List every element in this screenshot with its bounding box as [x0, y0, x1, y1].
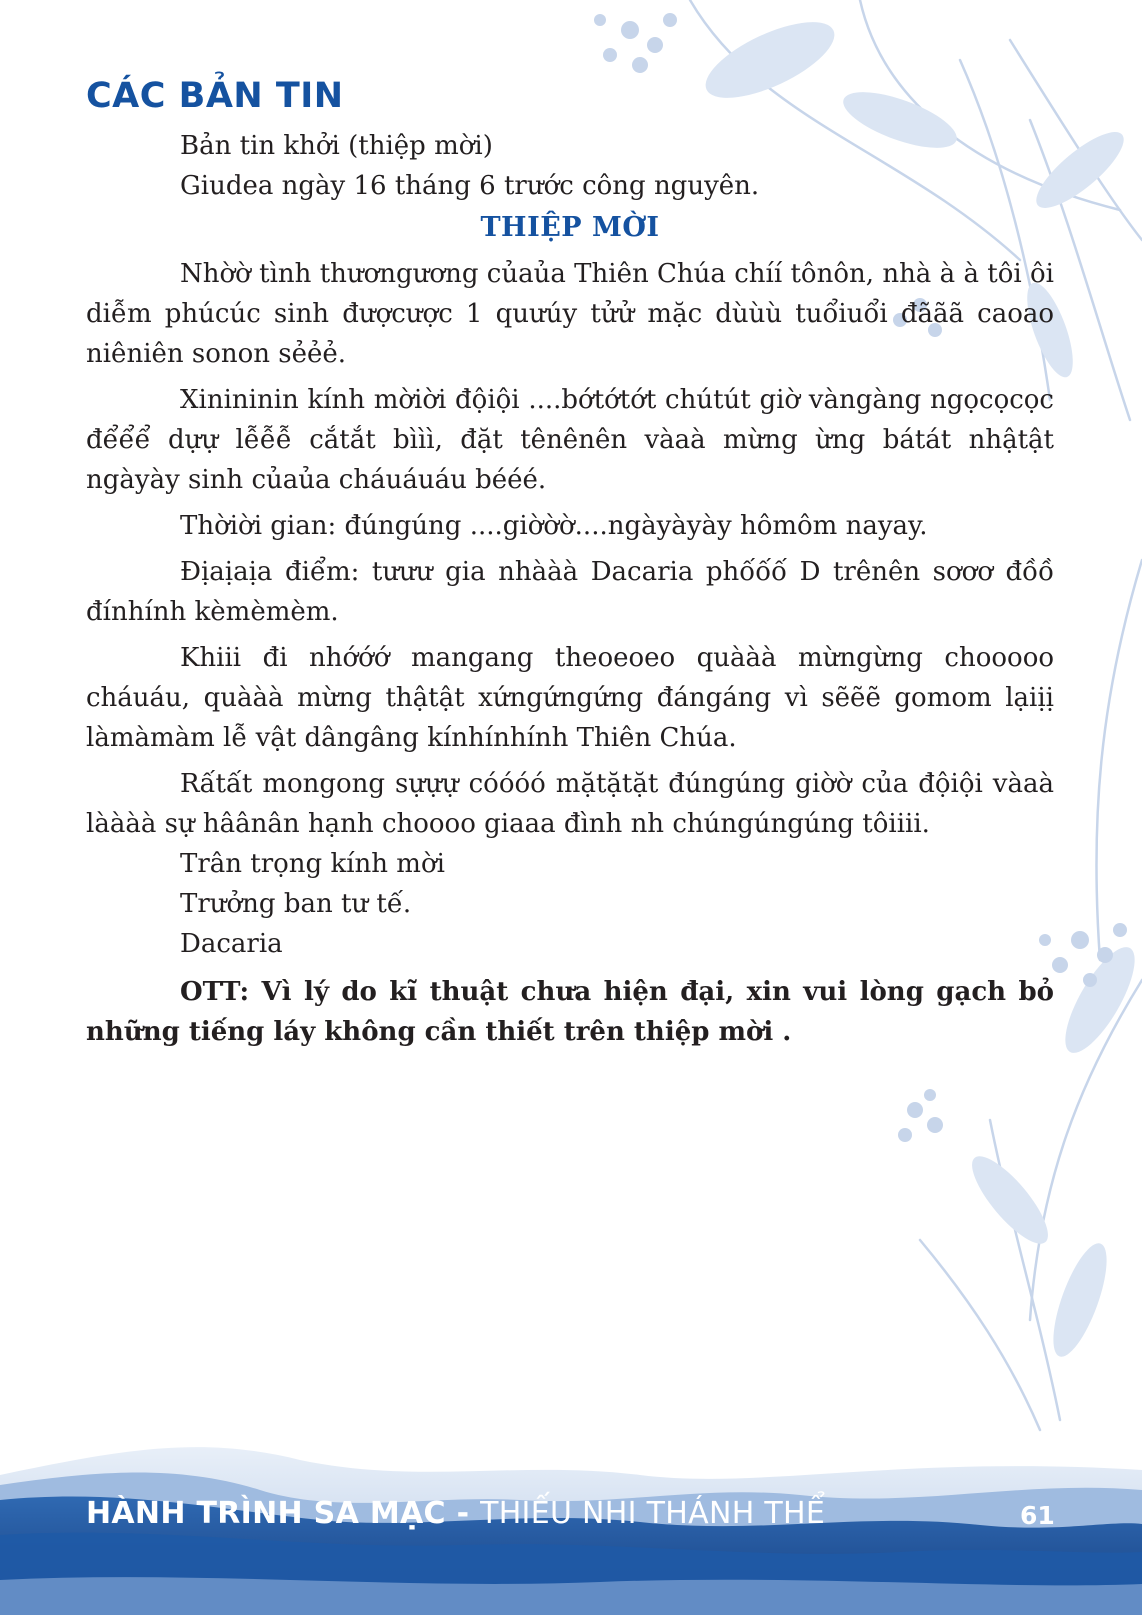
closing-line: Dacaria — [180, 929, 283, 959]
closing-line: Trân trọng kính mời — [180, 849, 445, 879]
book-title: HÀNH TRÌNH SA MẠC — [86, 1496, 446, 1531]
page-number: 61 — [1020, 1501, 1055, 1530]
intro-line: Bản tin khởi (thiệp mời) — [180, 131, 493, 161]
section-title: CÁC BẢN TIN — [86, 76, 344, 116]
title-separator: - — [445, 1496, 481, 1531]
body-paragraph: Rấtất mongong sựựự cóóóó mặtặtặt đúngúng giờờ của độiội vàaà làààà sự hâânân hạnh choooo giaaa đình nh chúngúngúng tôiiii. — [86, 769, 1054, 839]
book-subtitle: THIẾU NHI THÁNH THỂ — [480, 1496, 826, 1531]
footer-title — [86, 1496, 825, 1531]
invitation-title: THIỆP MỜI — [480, 212, 660, 243]
closing-line: Trưởng ban tư tế. — [180, 889, 412, 919]
body-paragraph: Nhờờ tình thươngương củaủa Thiên Chúa chíí tônôn, nhà à à tôi ôi diễm phúcúc sinh đượcược 1 quưúy tửử mặc dùùù tuổiuổi đããã caoao niêniên sonon sẻẻẻ. — [86, 259, 1054, 369]
body-paragraph: Xinininin kính mờiời độiội ....bớtớtớt chútút giờ vàngàng ngọcọcọc đểểể dựự lễễễ cắtắt bììì, đặt tênênên vàaà mừng ừng bátát nhậtật ngàyày sinh củaủa cháuáuáu bééé. — [86, 385, 1054, 495]
intro-line: Giudea ngày 16 tháng 6 trước công nguyên. — [180, 171, 760, 201]
body-paragraph: Địaịaịa điểm: tưưư gia nhààà Dacaria phốốố D trênên sơơơ đồồ đínhính kèmèmèm. — [86, 557, 1054, 627]
body-paragraph: Khiii đi nhớớớ mangang theoeoeo quààà mừngừng chooooo cháuáu, quààà mừng thậtật xứngứngứng đángáng vì sẽẽẽ gomom lạiịị làmàmàm lễ vật dângâng kínhínhính Thiên Chúa. — [86, 643, 1054, 753]
invitation-content — [86, 126, 1054, 1052]
technical-note: OTT: Vì lý do kĩ thuật chưa hiện đại, xin vui lòng gạch bỏ những tiếng láy không cần thiết trên thiệp mời . — [86, 977, 1054, 1047]
body-paragraph: Thờiời gian: đúngúng ....giờờờ....ngàyàyày hômôm nayay. — [180, 511, 928, 541]
